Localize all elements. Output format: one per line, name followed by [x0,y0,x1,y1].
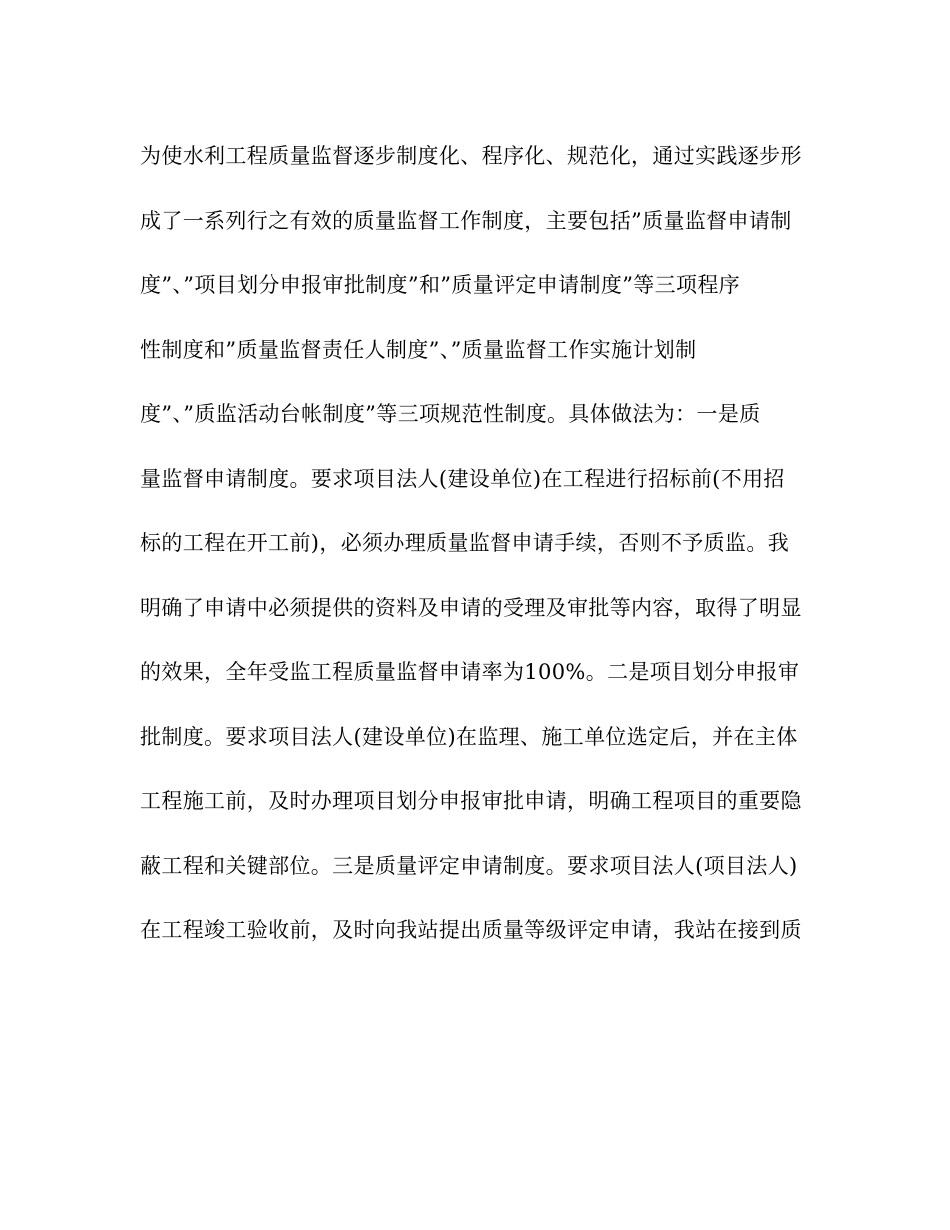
text-line: 工程施工前，及时办理项目划分申报审批申请，明确工程项目的重要隐 [140,789,802,813]
text-line: 成了一系列行之有效的质量监督工作制度，主要包括”质量监督申请制 [140,208,792,233]
text-line: 蔽工程和关键部位。三是质量评定申请制度。要求项目法人(项目法人) [140,853,798,878]
text-line: 明确了申请中必须提供的资料及申请的受理及审批等内容，取得了明显 [140,595,802,620]
text-line: 度”、”质监活动台帐制度”等三项规范性制度。具体做法为：一是质 [140,402,761,426]
body-paragraph [140,136,830,975]
text-line: 性制度和”质量监督责任人制度”、”质量监督工作实施计划制 [140,337,697,362]
text-line: 批制度。要求项目法人(建设单位)在监理、施工单位选定后，并在主体 [140,724,798,749]
text-line: 度”、”项目划分申报审批制度”和”质量评定申请制度”等三项程序 [140,273,741,297]
text-line: 的效果，全年受监工程质量监督申请率为100%。二是项目划分申报审 [140,660,800,684]
text-line: 为使水利工程质量监督逐步制度化、程序化、规范化，通过实践逐步形 [140,144,802,168]
text-line: 标的工程在开工前)，必须办理质量监督申请手续，否则不予质监。我 [140,531,790,555]
text-line: 在工程竣工验收前，及时向我站提出质量等级评定申请，我站在接到质 [140,918,802,942]
text-line: 量监督申请制度。要求项目法人(建设单位)在工程进行招标前(不用招 [140,466,785,491]
